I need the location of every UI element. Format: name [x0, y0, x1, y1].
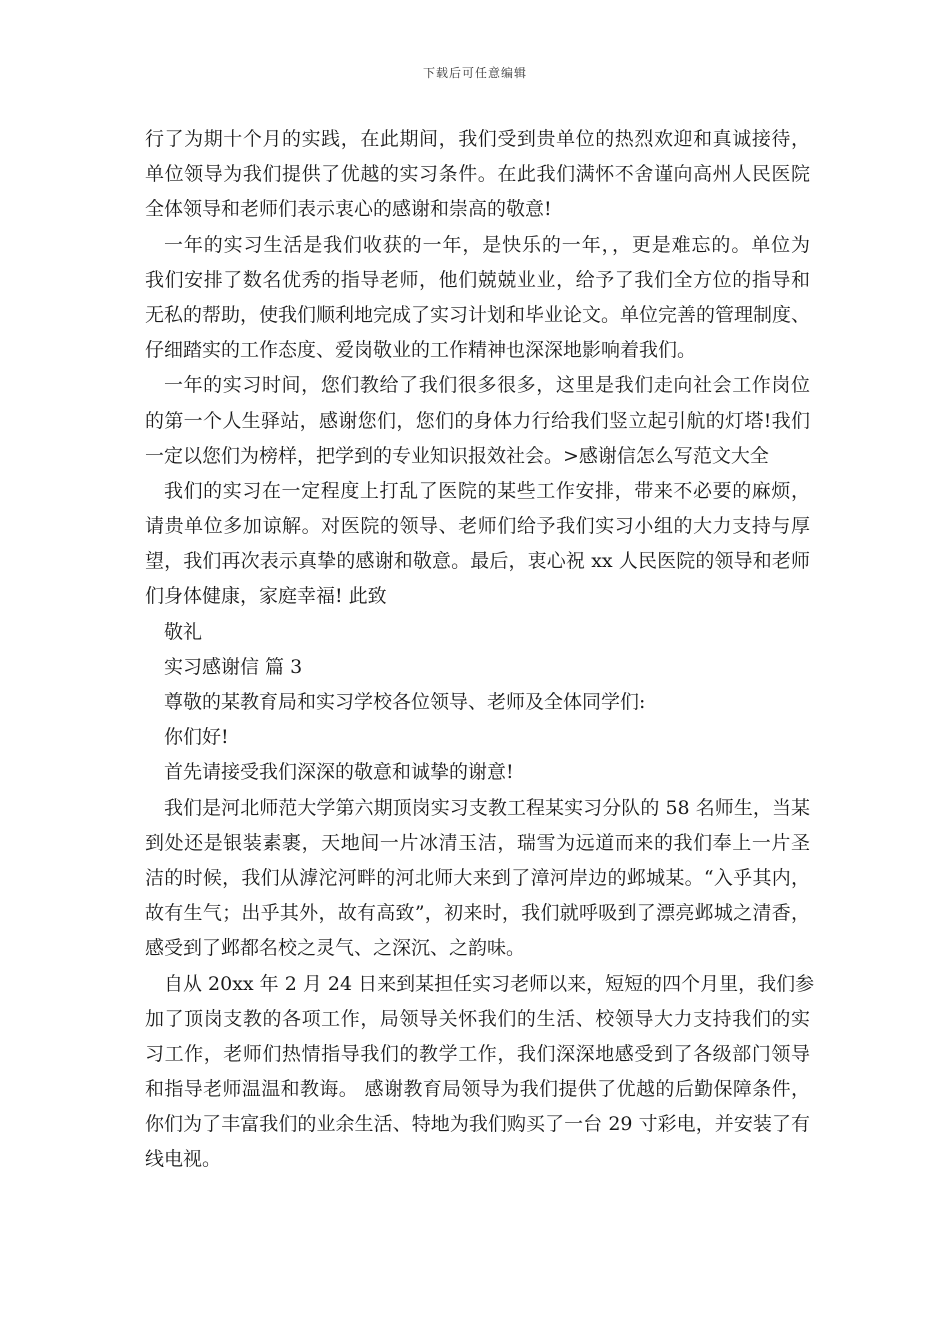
text-line: 洁的时候，我们从滹沱河畔的河北师大来到了漳河岸边的邺城某。“入乎其内，: [145, 866, 810, 889]
text-line: 实习感谢信 篇 3: [164, 655, 303, 678]
text-line: 望，我们再次表示真挚的感谢和敬意。最后，衷心祝 xx 人民医院的领导和老师: [145, 550, 810, 573]
text-line: 请贵单位多加谅解。对医院的领导、老师们给予我们实习小组的大力支持与厚: [145, 515, 810, 538]
document-body: [145, 122, 815, 1178]
text-line: 全体领导和老师们表示衷心的感谢和崇高的敬意!: [145, 198, 552, 221]
text-line: 线电视。: [145, 1148, 222, 1171]
text-line: 的第一个人生驿站，感谢您们，您们的身体力行给我们竖立起引航的灯塔!我们: [145, 409, 810, 432]
text-line: 仔细踏实的工作态度、爱岗敬业的工作精神也深深地影响着我们。: [145, 339, 697, 362]
text-line: 感受到了邺都名校之灵气、之深沉、之韵味。: [145, 937, 526, 960]
text-line: 我们是河北师范大学第六期顶岗实习支教工程某实习分队的 58 名师生，当某: [164, 796, 810, 819]
text-line: 无私的帮助，使我们顺利地完成了实习计划和毕业论文。单位完善的管理制度、: [145, 303, 811, 326]
text-line: 行了为期十个月的实践，在此期间，我们受到贵单位的热烈欢迎和真诚接待，: [145, 128, 810, 150]
text-line: 加了顶岗支教的各项工作，局领导关怀我们的生活、校领导大力支持我们的实: [145, 1007, 810, 1030]
text-line: 故有生气；出乎其外，故有高致”，初来时，我们就呼吸到了漂亮邺城之清香，: [145, 902, 810, 925]
text-line: 敬礼: [164, 620, 203, 643]
text-line: 你们为了丰富我们的业余生活、特地为我们购买了一台 29 寸彩电，并安装了有: [145, 1113, 810, 1136]
text-line: 单位领导为我们提供了优越的实习条件。在此我们满怀不舍谨向高州人民医院: [145, 163, 810, 186]
text-line: 一年的实习时间，您们教给了我们很多很多，这里是我们走向社会工作岗位: [164, 374, 810, 397]
text-line: 一年的实习生活是我们收获的一年，是快乐的一年，，更是难忘的。单位为: [164, 233, 810, 256]
text-line: 一定以您们为榜样，把学到的专业知识报效社会。>感谢信怎么写范文大全: [145, 444, 769, 467]
text-line: 尊敬的某教育局和实习学校各位领导、老师及全体同学们:: [164, 691, 646, 713]
text-line: 习工作，老师们热情指导我们的教学工作，我们深深地感受到了各级部门领导: [145, 1042, 810, 1065]
page-header: 下载后可任意编辑: [422, 66, 527, 80]
text-line: 和指导老师温温和教诲。 感谢教育局领导为我们提供了优越的后勤保障条件，: [145, 1078, 810, 1101]
text-line: 你们好!: [164, 726, 229, 749]
text-line: 们身体健康，家庭幸福! 此致: [145, 585, 387, 608]
text-line: 我们安排了数名优秀的指导老师，他们兢兢业业，给予了我们全方位的指导和: [145, 268, 810, 291]
text-line: 首先请接受我们深深的敬意和诚挚的谢意!: [164, 761, 514, 784]
text-line: 到处还是银装素裹，天地间一片冰清玉洁，瑞雪为远道而来的我们奉上一片圣: [145, 831, 810, 854]
text-line: 我们的实习在一定程度上打乱了医院的某些工作安排，带来不必要的麻烦，: [164, 479, 810, 502]
text-line: 自从 20xx 年 2 月 24 日来到某担任实习老师以来，短短的四个月里，我们参: [164, 972, 815, 995]
